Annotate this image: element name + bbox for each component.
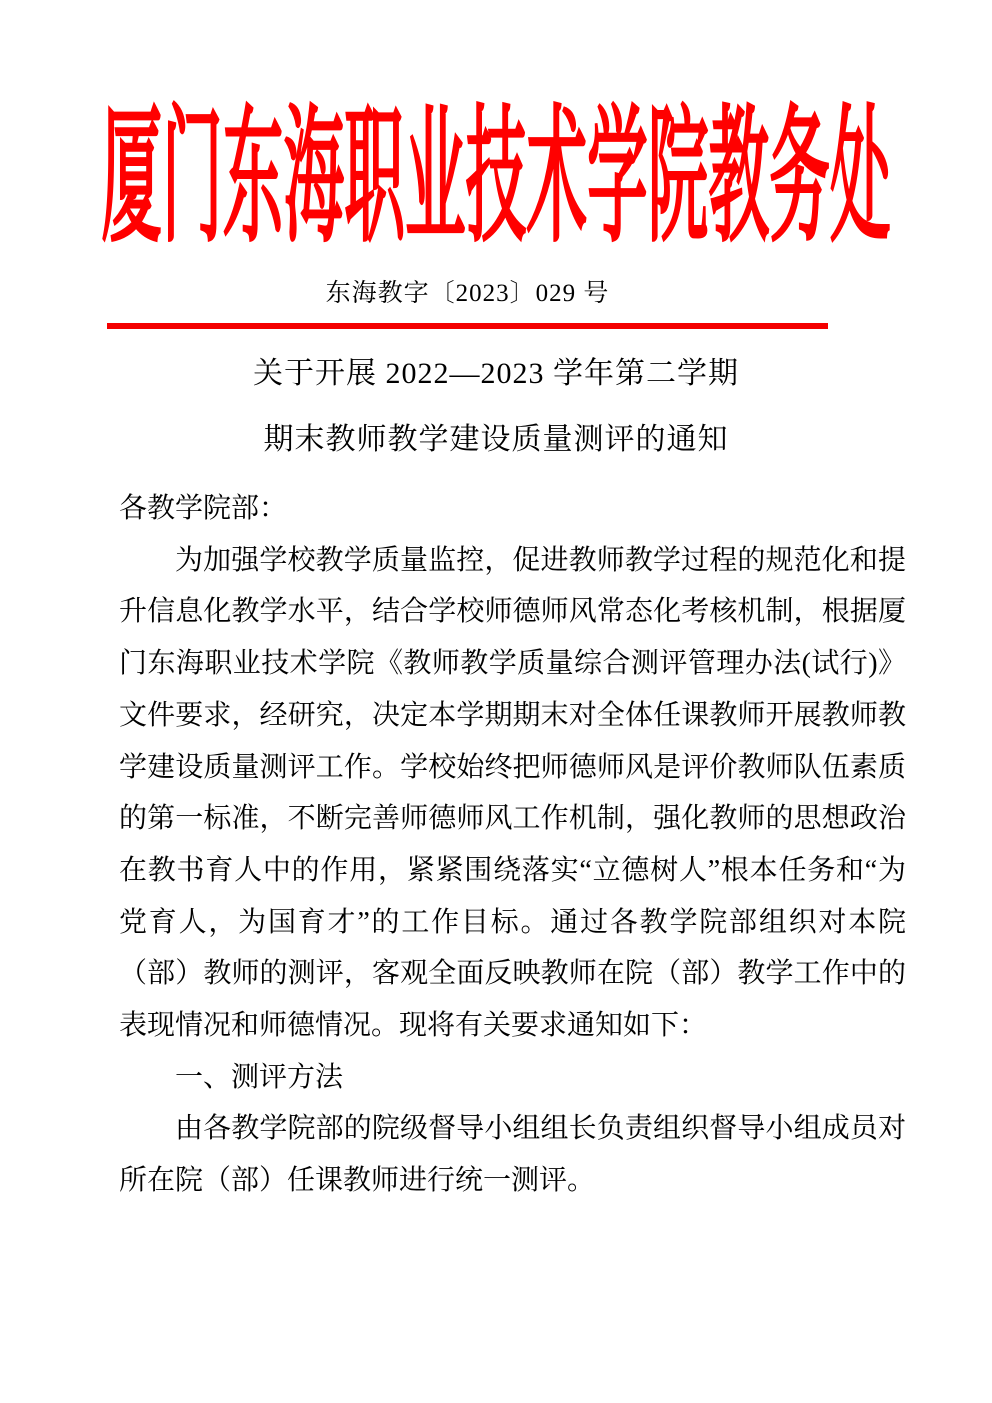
- doc-number: 东海教字〔2023〕029 号: [325, 280, 610, 307]
- letterhead-title: 厦门东海职业技术学院教务处: [101, 97, 891, 262]
- red-divider-rule: [107, 323, 828, 329]
- document-title-line-1: 关于开展 2022—2023 学年第二学期: [253, 357, 739, 390]
- section-1-paragraph: 由各教学院部的院级督导小组组长负责组织督导小组成员对所在院（部）任课教师进行统一测评。: [119, 1113, 906, 1197]
- salutation: 各教学院部：: [119, 493, 288, 524]
- body-paragraph-1: 为加强学校教学质量监控，促进教师教学过程的规范化和提升信息化教学水平，结合学校师德师风常态化考核机制，根据厦门东海职业技术学院《教师教学质量综合测评管理办法(试行)》文件要求，经研究，决定本学期期末对全体任课教师开展教师教学建设质量测评工作。学校始终把师德师风是评价教师队伍素质的第一标准，不断完善师德师风工作机制，强化教师的思想政治在教书育人中的作用，紧紧围绕落实“立德树人”根本任务和“为党育人，为国育才”的工作目标。通过各教学院部组织对本院（部）教师的测评，客观全面反映教师在院（部）教学工作中的表现情况和师德情况。现将有关要求通知如下：: [119, 544, 906, 1042]
- section-1-heading: 一、测评方法: [175, 1061, 344, 1093]
- document-title-line-2: 期末教师教学建设质量测评的通知: [263, 423, 729, 456]
- document-body: [119, 483, 906, 1207]
- document-title: [0, 341, 992, 473]
